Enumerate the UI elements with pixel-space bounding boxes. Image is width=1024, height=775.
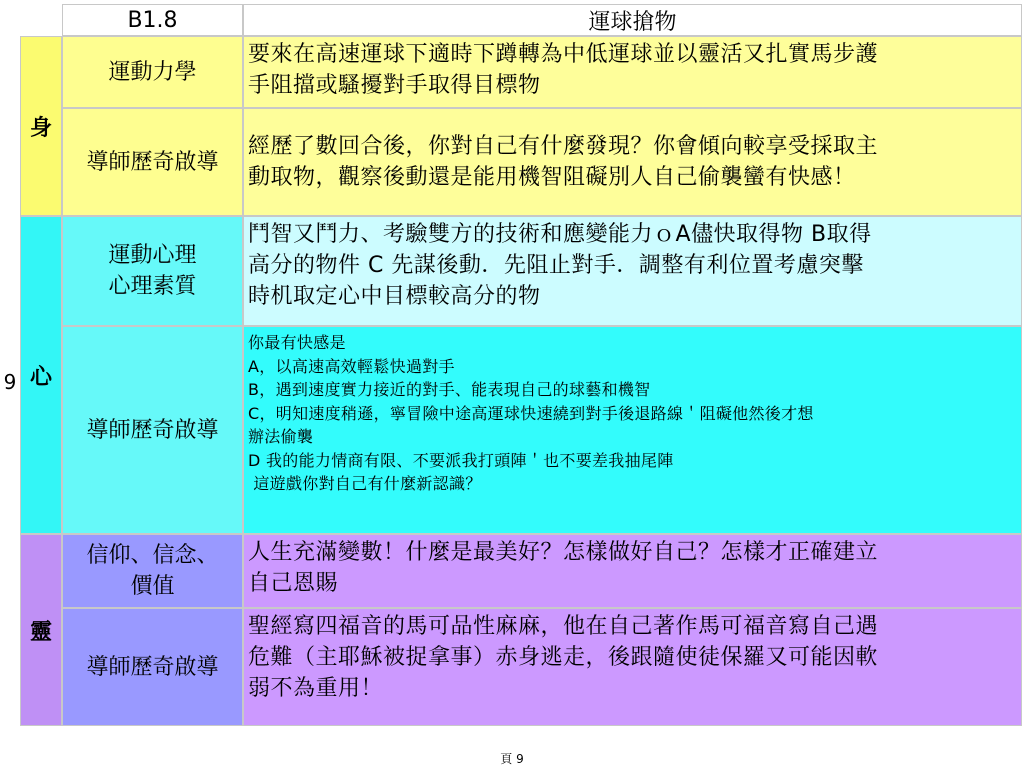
text-line: 鬥智又鬥力、考驗雙方的技術和應變能力ｏA儘快取得物 B取得 <box>248 222 872 247</box>
text-line: 辦法偷襲 <box>248 427 314 446</box>
text-line: 動取物，觀察後動還是能用機智阻礙別人自己偷襲蠻有快感！ <box>248 165 856 190</box>
row-label-psychology <box>62 216 243 326</box>
text-line: 手阻擋或騷擾對手取得目標物 <box>248 73 541 98</box>
row-label-kinetics: 運動力學 <box>62 36 243 108</box>
text-line: D 我的能力情商有限、不要派我打頭陣＇也不要差我抽尾陣 <box>248 450 674 470</box>
row-content-mentor-spirit <box>243 608 1022 726</box>
text-line: 人生充滿變數！什麼是最美好？怎樣做好自己？怎樣才正確建立 <box>248 540 879 565</box>
row-label-faith <box>62 534 243 608</box>
row-content-mentor-mind <box>243 326 1022 534</box>
text-line: B，遇到速度實力接近的對手、能表現自己的球藝和機智 <box>248 380 651 399</box>
row-content-psychology <box>243 216 1022 326</box>
text-line: 時机取定心中目標較高分的物 <box>248 284 541 309</box>
side-number: 9 <box>3 370 17 394</box>
category-spirit: 靈 <box>20 534 62 726</box>
category-body: 身 <box>20 36 62 216</box>
text-line: 高分的物件 C 先謀後動．先阻止對手．調整有利位置考慮突擊 <box>248 253 864 278</box>
label-line: 運動心理 <box>108 243 197 268</box>
text-line: 要來在高速運球下適時下蹲轉為中低運球並以靈活又扎實馬步護 <box>248 42 879 67</box>
text-line: C，明知速度稍遜，寧冒險中途高運球快速繞到對手後退路線＇阻礙他然後才想 <box>248 403 814 423</box>
label-line: 價值 <box>130 574 175 599</box>
text-line: A，以高速高效輕鬆快過對手 <box>248 356 455 376</box>
label-line: 信仰、信念、 <box>86 543 219 568</box>
row-label-mentor-mind: 導師歷奇啟導 <box>62 326 243 534</box>
text-line: 這遊戲你對自己有什麼新認識？ <box>248 474 482 493</box>
lesson-code: B1.8 <box>62 4 243 36</box>
row-label-mentor-body: 導師歷奇啟導 <box>62 108 243 216</box>
row-content-mentor-body <box>243 108 1022 216</box>
row-content-faith <box>243 534 1022 608</box>
text-line: 你最有快感是 <box>248 333 346 352</box>
lesson-title: 運球搶物 <box>243 4 1022 36</box>
text-line: 危難（主耶穌被捉拿事）赤身逃走，後跟隨使徒保羅又可能因軟 <box>248 645 879 670</box>
row-content-kinetics <box>243 36 1022 108</box>
category-mind: 心 <box>20 216 62 534</box>
lesson-table <box>20 4 1022 726</box>
text-line: 自己恩賜 <box>248 571 339 596</box>
text-line: 經歷了數回合後，你對自己有什麼發現？你會傾向較享受採取主 <box>248 134 879 159</box>
label-line: 心理素質 <box>108 274 197 299</box>
text-line: 弱不為重用！ <box>248 676 384 701</box>
row-label-mentor-spirit: 導師歷奇啟導 <box>62 608 243 726</box>
text-line: 聖經寫四福音的馬可品性麻麻，他在自己著作馬可福音寫自己遇 <box>248 614 879 639</box>
page-footer: 頁 9 <box>500 752 524 766</box>
